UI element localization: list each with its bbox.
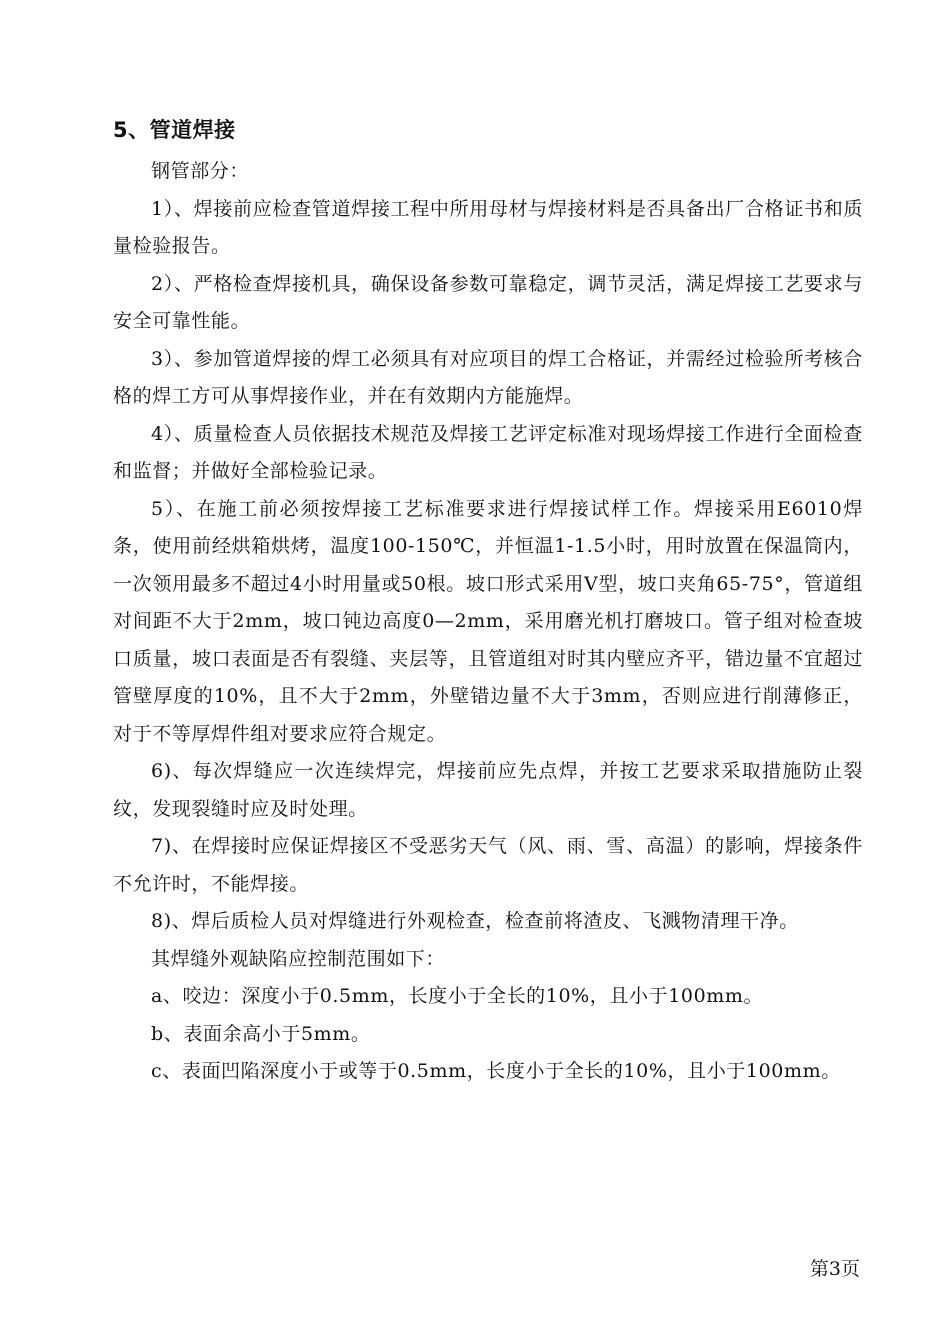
paragraph-steel-pipe-intro: 钢管部分： bbox=[151, 160, 250, 182]
page-number: 第3页 bbox=[809, 1258, 860, 1280]
paragraph-defect-a: a、咬边：深度小于0.5mm，长度小于全长的10%，且小于100mm。 bbox=[151, 985, 764, 1007]
paragraph-item-3: 3）、参加管道焊接的焊工必须具有对应项目的焊工合格证，并需经过检验所考核合格的焊工方可从事焊接作业，并在有效期内方能施焊。 bbox=[113, 347, 863, 407]
section-heading: 5、管道焊接 bbox=[113, 118, 236, 142]
paragraph-item-7: 7)、在焊接时应保证焊接区不受恶劣天气（风、雨、雪、高温）的影响，焊接条件不允许时，不能焊接。 bbox=[113, 835, 863, 895]
paragraph-item-4: 4）、质量检查人员依据技术规范及焊接工艺评定标准对现场焊接工作进行全面检查和监督；并做好全部检验记录。 bbox=[113, 422, 863, 482]
paragraph-defect-b: b、表面余高小于5mm。 bbox=[151, 1022, 371, 1045]
paragraph-item-5: 5）、在施工前必须按焊接工艺标准要求进行焊接试样工作。焊接采用E6010焊条，使用前经烘箱烘烤，温度100-150℃，并恒温1-1.5小时，用时放置在保温筒内，一次领用最多不超过4小时用量或50根。坡口形式采用V型，坡口夹角65-75°，管道组对间距不大于2mm，坡口钝边高度0—2mm，采用磨光机打磨坡口。管子组对检查坡口质量，坡口表面是否有裂缝、夹层等，且管道组对时其内壁应齐平，错边量不宜超过管壁厚度的10%，且不大于2mm，外壁错边量不大于3mm，否则应进行削薄修正，对于不等厚焊件组对要求应符合规定。 bbox=[113, 497, 863, 745]
paragraph-item-1: 1）、焊接前应检查管道焊接工程中所用母材与焊接材料是否具备出厂合格证书和质量检验报告。 bbox=[113, 197, 863, 257]
document-body bbox=[113, 153, 863, 1091]
paragraph-defect-intro: 其焊缝外观缺陷应控制范围如下： bbox=[151, 947, 446, 970]
paragraph-item-2: 2）、严格检查焊接机具，确保设备参数可靠稳定，调节灵活，满足焊接工艺要求与安全可靠性能。 bbox=[113, 272, 863, 332]
paragraph-defect-c: c、表面凹陷深度小于或等于0.5mm，长度小于全长的10%，且小于100mm。 bbox=[151, 1060, 841, 1082]
paragraph-item-6: 6)、每次焊缝应一次连续焊完，焊接前应先点焊，并按工艺要求采取措施防止裂纹，发现裂缝时应及时处理。 bbox=[113, 760, 863, 820]
paragraph-item-8: 8)、焊后质检人员对焊缝进行外观检查，检查前将渣皮、飞溅物清理干净。 bbox=[151, 910, 799, 932]
